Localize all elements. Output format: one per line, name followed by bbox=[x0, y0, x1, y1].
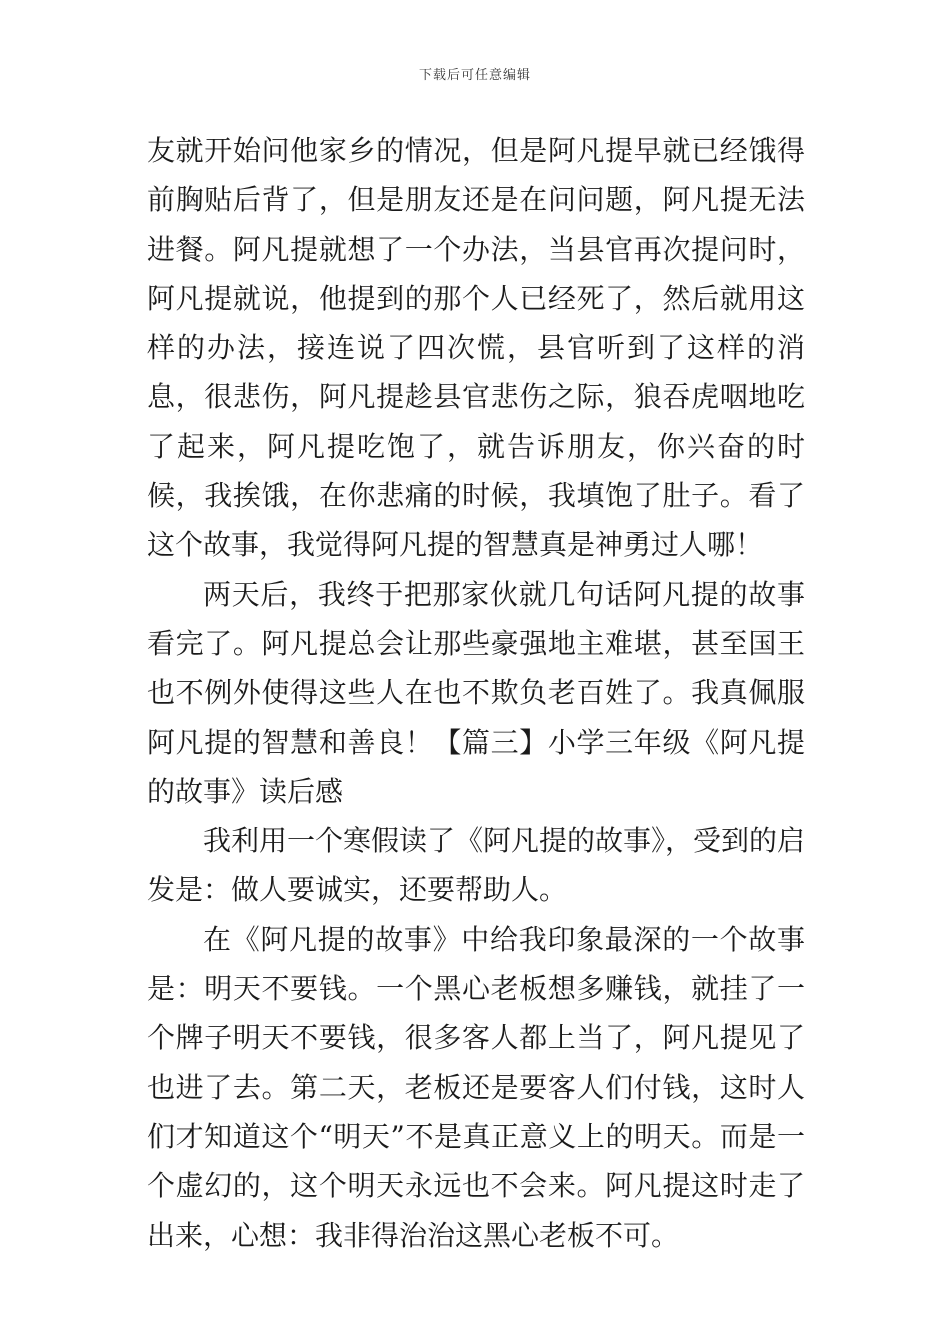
paragraph-tomorrow-free: 在《阿凡提的故事》中给我印象最深的一个故事是：明天不要钱。一个黑心老板想多赚钱，就挂了一个牌子明天不要钱，很多客人都上当了，阿凡提见了也进了去。第二天，老板还是要客人们付钱，这时人们才知道这个“明天”不是真正意义上的明天。而是一个虚幻的，这个明天永远也不会来。阿凡提这时走了出来，心想：我非得治治这黑心老板不可。 bbox=[147, 922, 805, 1252]
paragraph-winter-break: 我利用一个寒假读了《阿凡提的故事》，受到的启发是：做人要诚实，还要帮助人。 bbox=[147, 824, 806, 907]
page-header: 下载后可任意编辑 bbox=[418, 68, 531, 83]
paragraph-continuation: 友就开始问他家乡的情况，但是阿凡提早就已经饿得前胸贴后背了，但是朋友还是在问问题，阿凡提无法进餐。阿凡提就想了一个办法，当县官再次提问时，阿凡提就说，他提到的那个人已经死了，然后就用这样的办法，接连说了四次慌，县官听到了这样的消息，很悲伤，阿凡提趁县官悲伤之际，狼吞虎咽地吃了起来，阿凡提吃饱了，就告诉朋友，你兴奋的时候，我挨饿，在你悲痛的时候，我填饱了肚子。看了这个故事，我觉得阿凡提的智慧真是神勇过人哪！ bbox=[147, 134, 805, 562]
paragraph-two-days-later: 两天后，我终于把那家伙就几句话阿凡提的故事看完了。阿凡提总会让那些豪强地主难堪，甚至国王也不例外使得这些人在也不欺负老百姓了。我真佩服阿凡提的智慧和善良！【篇三】小学三年级《阿凡提的故事》读后感 bbox=[147, 577, 805, 808]
document-body bbox=[147, 126, 805, 1260]
